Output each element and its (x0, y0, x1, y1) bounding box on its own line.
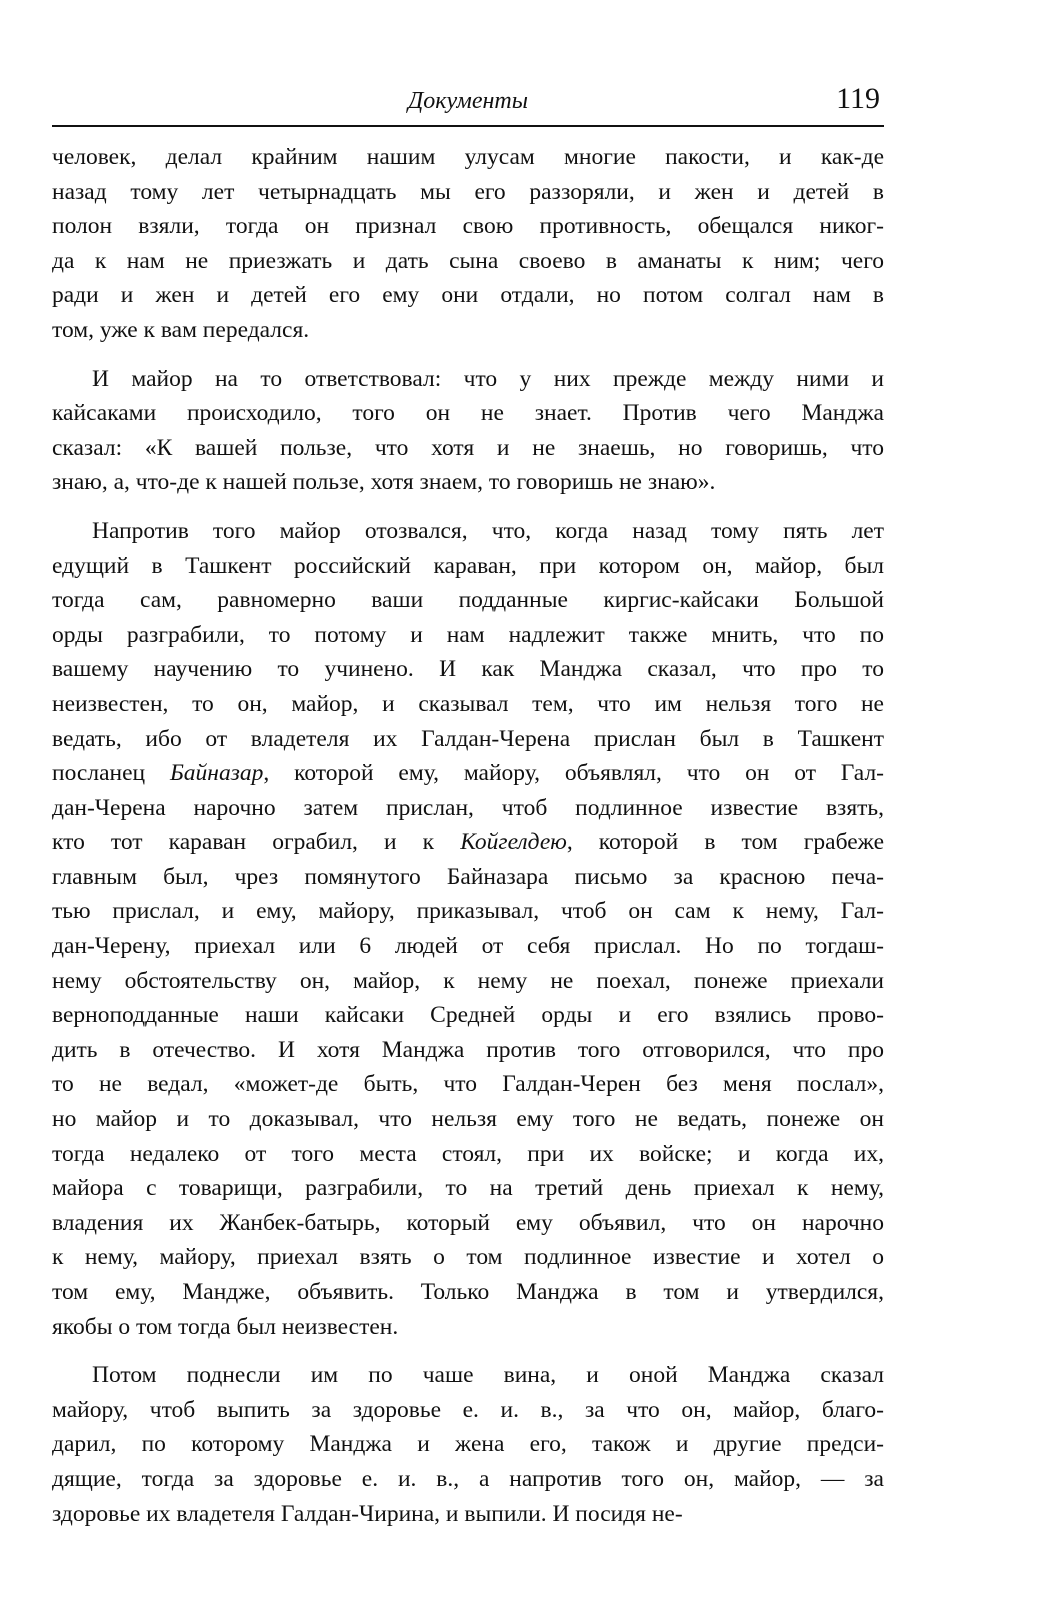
text-line: том, уже к вам передался. (52, 316, 310, 343)
text-line: Потом поднесли им по чаше вина, и оной Манджа сказал (92, 1362, 884, 1389)
text-line: да к нам не приезжать и дать сына своево в аманаты к ним; чего (52, 247, 884, 274)
text-line: том ему, Мандже, объявить. Только Манджа в том и утвердился, (52, 1279, 884, 1305)
text-line: И майор на то ответствовал: что у них прежде между ними и (92, 365, 884, 392)
paragraph-gap (52, 348, 884, 362)
text-line: дарил, по которому Манджа и жена его, також и другие предси- (52, 1431, 884, 1458)
text-line: то не ведал, «может-де быть, что Галдан-Черен без меня послал», (52, 1071, 884, 1098)
text-line: знаю, а, что-де к нашей пользе, хотя знаем, то говоришь не знаю». (52, 469, 716, 496)
text-line: дить в отечество. И хотя Манджа против того отговорился, что про (52, 1036, 884, 1063)
page-header (52, 82, 884, 126)
text-line: майора с товарищи, разграбили, то на третий день приехал к нему, (52, 1175, 884, 1202)
text-line: тью прислал, и ему, майору, приказывал, чтоб он сам к нему, Гал- (52, 898, 884, 925)
text-line: но майор и то доказывал, что нельзя ему того не ведать, понеже он (52, 1106, 884, 1133)
text-line: тогда недалеко от того места стоял, при их войске; и когда их, (52, 1140, 884, 1167)
text-line: майору, чтоб выпить за здоровье е. и. в., за что он, майор, благо- (52, 1396, 884, 1423)
text-line: орды разграбили, то потому и нам надлежит также мнить, что по (52, 621, 884, 648)
text-line: кто тот караван ограбил, и к Койгелдею, которой в том грабеже (52, 829, 885, 856)
page-number: 119 (836, 82, 880, 115)
text-line: к нему, майору, приехал взять о том подлинное известие и хотел о (52, 1244, 884, 1271)
paragraph (52, 362, 884, 500)
running-title: Документы (407, 88, 528, 114)
text-line: вашему научению то учинено. И как Манджа сказал, что про то (52, 656, 884, 683)
text-line: ведать, ибо от владетеля их Галдан-Черена прислан был в Ташкент (52, 725, 884, 752)
body-text (52, 140, 884, 1531)
text-line: тогда сам, равномерно ваши подданные киргис-кайсаки Большой (52, 587, 884, 614)
text-line: здоровье их владетеля Галдан-Чирина, и выпили. И посидя не- (52, 1500, 683, 1527)
text-line: якобы о том тогда был неизвестен. (52, 1313, 399, 1340)
text-line: неизвестен, то он, майор, и сказывал тем, что им нельзя того не (52, 690, 884, 717)
text-line: нему обстоятельству он, майор, к нему не поехал, понеже приехали (52, 967, 884, 994)
header-rule (52, 125, 884, 127)
text-line: едущий в Ташкент российский караван, при котором он, майор, был (52, 552, 884, 579)
paragraph-gap (52, 500, 884, 514)
text-line: сказал: «К вашей пользе, что хотя и не знаешь, но говоришь, что (52, 434, 884, 461)
paragraph (52, 140, 884, 348)
text-line: дан-Черена нарочно затем прислан, чтоб подлинное известие взять, (52, 794, 884, 821)
text-line: главным был, чрез помянутого Байназара письмо за красною печа- (52, 863, 884, 890)
text-line: полон взяли, тогда он признал свою противность, обещался никог- (52, 213, 884, 240)
text-line: кайсаками происходило, того он не знает. Против чего Манджа (52, 400, 884, 427)
text-line: посланец Байназар, которой ему, майору, объявлял, что он от Гал- (52, 760, 884, 787)
text-line: человек, делал крайним нашим улусам многие пакости, и как-де (52, 144, 884, 170)
text-line: верноподданные наши кайсаки Средней орды и его взялись прово- (52, 1002, 884, 1029)
text-line: владения их Жанбек-батырь, который ему объявил, что он нарочно (52, 1209, 884, 1236)
text-line: Напротив того майор отозвался, что, когда назад тому пять лет (92, 517, 884, 544)
text-line: дан-Черену, приехал или 6 людей от себя прислал. Но по тогдаш- (52, 933, 884, 960)
paragraph-gap (52, 1344, 884, 1358)
paragraph (52, 1358, 884, 1531)
text-line: назад тому лет четырнадцать мы его раззоряли, и жен и детей в (52, 178, 884, 205)
paragraph (52, 514, 884, 1344)
text-line: ради и жен и детей его ему они отдали, но потом солгал нам в (52, 282, 884, 309)
text-line: дящие, тогда за здоровье е. и. в., а напротив того он, майор, — за (52, 1465, 884, 1492)
